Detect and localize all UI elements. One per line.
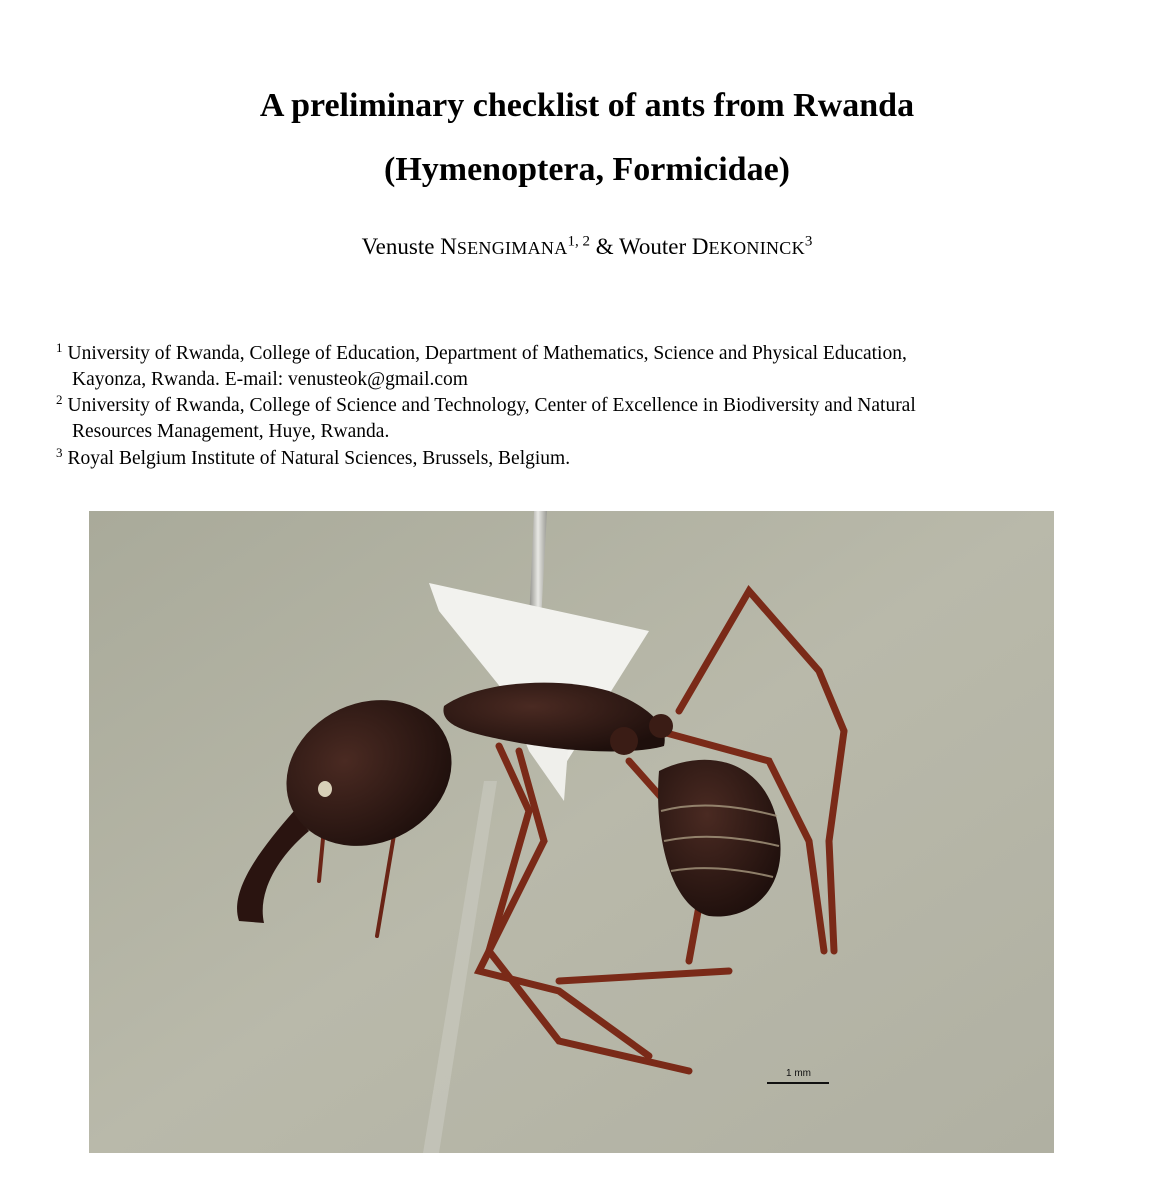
author-separator: & (595, 234, 614, 259)
author-1-affiliation-ref: 1, 2 (567, 233, 591, 250)
affiliation-3 (56, 446, 1136, 472)
ant-specimen-illustration (89, 511, 1054, 1153)
author-list (0, 232, 1174, 263)
author-1-last-name: SENGIMANA (456, 238, 568, 258)
author-2-last-name: EKONINCK (708, 238, 805, 258)
affiliation-3-number: 3 (56, 444, 63, 460)
author-1 (362, 234, 590, 259)
affiliation-2 (56, 393, 1136, 445)
author-2 (619, 234, 812, 259)
affiliation-1-line-1: University of Rwanda, College of Education, Department of Mathematics, Science and Physical Education, (67, 343, 907, 364)
author-2-first-name: Wouter (619, 234, 687, 259)
affiliation-1 (56, 341, 1136, 393)
author-2-affiliation-ref: 3 (804, 233, 813, 250)
author-1-first-name: Venuste (361, 234, 435, 259)
affiliation-2-line-2: Resources Management, Huye, Rwanda. (72, 421, 390, 442)
ant-specimen-photo (89, 511, 1054, 1153)
affiliation-1-line-2: Kayonza, Rwanda. E-mail: venusteok@gmail.com (72, 369, 468, 390)
paper-title-line-2: (Hymenoptera, Formicidae) (384, 151, 790, 188)
paper-title-line-1: A preliminary checklist of ants from Rwanda (259, 87, 915, 124)
affiliation-2-line-1: University of Rwanda, College of Science and Technology, Center of Excellence in Biodiversity and Natural (67, 395, 916, 416)
author-2-last-initial: D (691, 234, 709, 259)
author-1-last-initial: N (440, 234, 457, 259)
scale-bar-label: 1 mm (786, 1068, 811, 1079)
affiliation-1-number: 1 (56, 339, 63, 355)
affiliation-3-line-1: Royal Belgium Institute of Natural Sciences, Brussels, Belgium. (67, 448, 571, 469)
affiliation-2-number: 2 (56, 391, 63, 407)
ant-eye (318, 781, 332, 797)
